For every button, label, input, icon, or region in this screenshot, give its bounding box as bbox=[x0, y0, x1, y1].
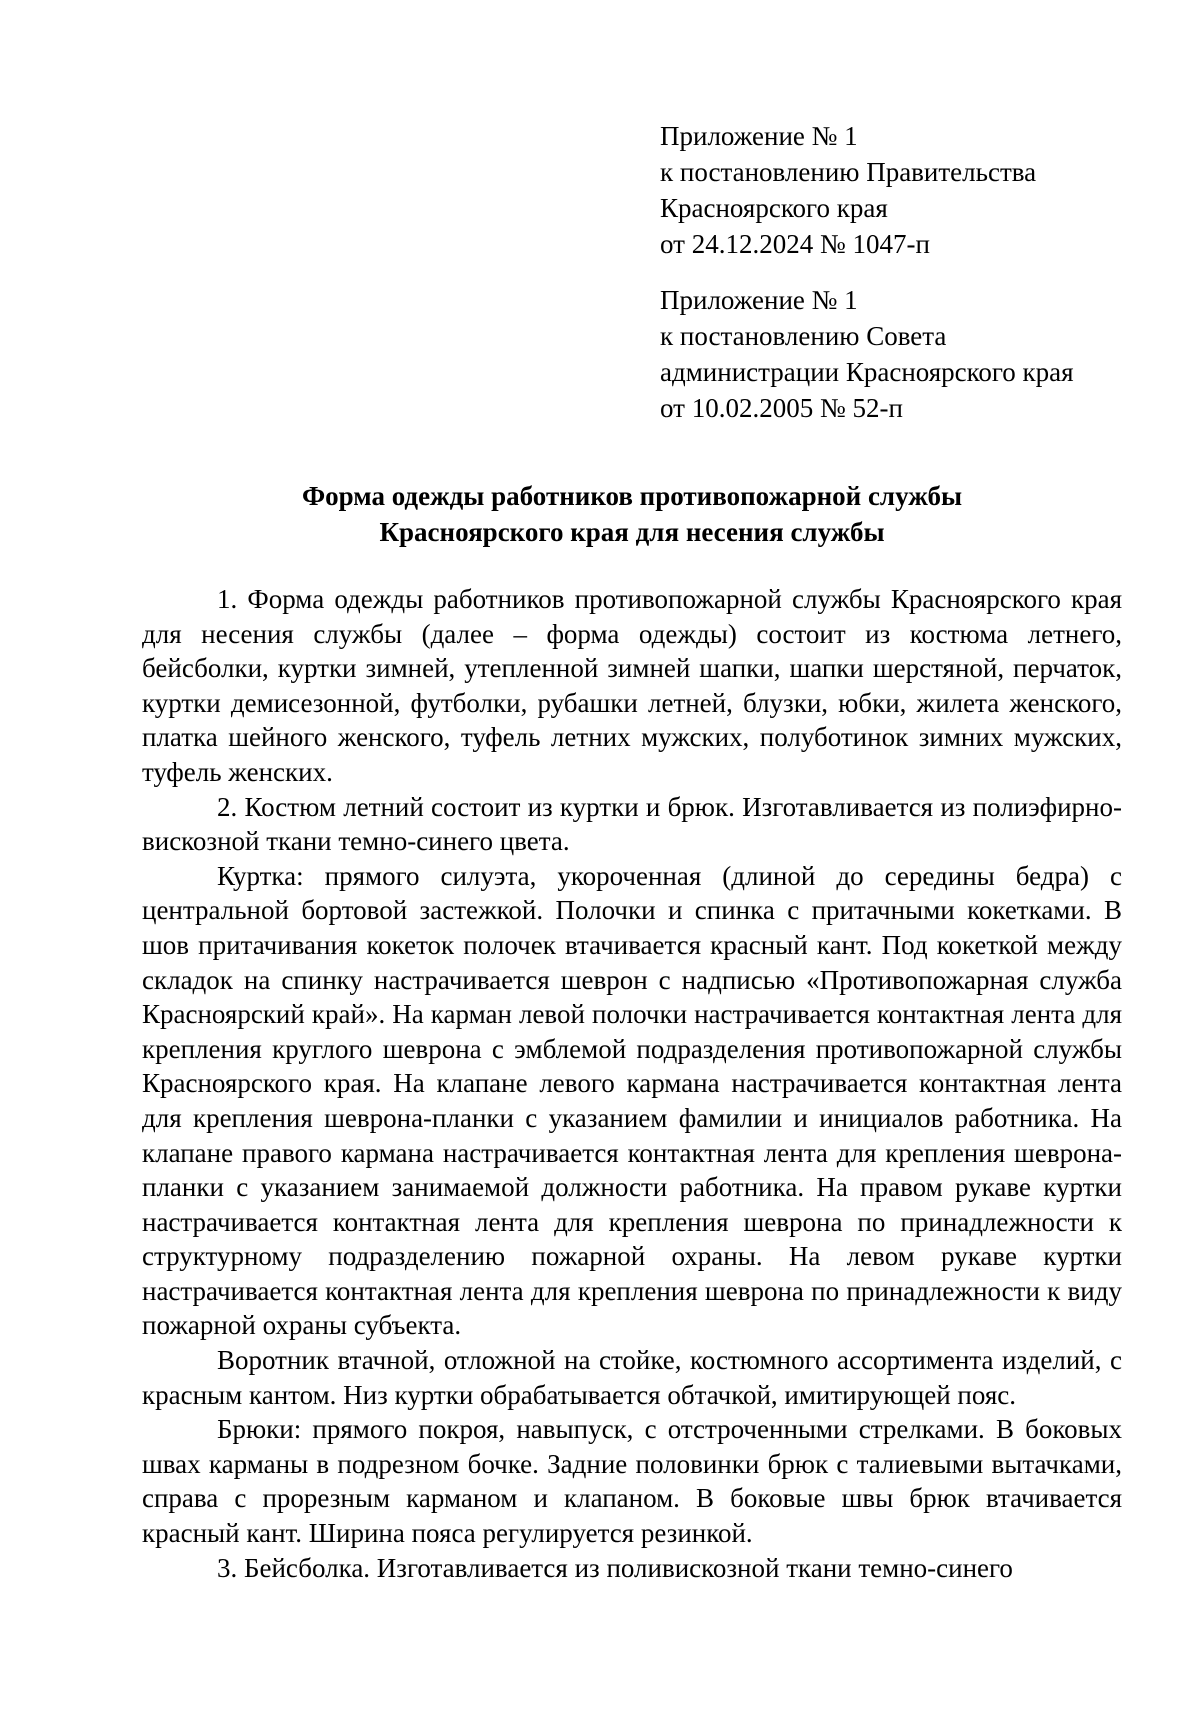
appendix-line: к постановлению Совета bbox=[660, 321, 947, 351]
paragraph: 2. Костюм летний состоит из куртки и брюк. Изготавливается из полиэфирно-вискозной ткани темно-синего цвета. bbox=[142, 791, 1122, 857]
paragraph: 3. Бейсболка. Изготавливается из поливискозной ткани темно-синего bbox=[217, 1552, 1013, 1583]
appendix-line: администрации Красноярского края bbox=[660, 357, 1074, 387]
appendix-header-current bbox=[660, 118, 1140, 262]
title-line: Красноярского края для несения службы bbox=[379, 517, 885, 547]
document-body bbox=[142, 582, 1122, 1585]
document-title bbox=[142, 478, 1122, 550]
appendix-line: Красноярского края bbox=[660, 193, 888, 223]
paragraph: 1. Форма одежды работников противопожарной службы Красноярского края для несения службы (далее – форма одежды) состоит из костюма летнего, бейсболки, куртки зимней, утепленной зимней шапки, шапки шерстяной, перчаток, куртки демисезонной, футболки, рубашки летней, блузки, юбки, жилета женского, платка шейного женского, туфель летних мужских, полуботинок зимних мужских, туфель женских. bbox=[142, 584, 1122, 787]
appendix-line: Приложение № 1 bbox=[660, 121, 858, 151]
paragraph: Брюки: прямого покроя, навыпуск, с отстроченными стрелками. В боковых швах карманы в подрезном бочке. Задние половинки брюк с талиевыми вытачками, справа с прорезным карманом и клапаном. В боковые швы брюк втачивается красный кант. Ширина пояса регулируется резинкой. bbox=[142, 1414, 1122, 1549]
title-line: Форма одежды работников противопожарной службы bbox=[301, 481, 963, 511]
appendix-line: от 10.02.2005 № 52-п bbox=[660, 393, 903, 423]
paragraph: Воротник втачной, отложной на стойке, костюмного ассортимента изделий, с красным кантом. Низ куртки обрабатывается обтачкой, имитирующей пояс. bbox=[142, 1345, 1122, 1410]
appendix-line: Приложение № 1 bbox=[660, 285, 858, 315]
appendix-header-original bbox=[660, 282, 1140, 426]
appendix-line: к постановлению Правительства bbox=[660, 157, 1037, 187]
appendix-line: от 24.12.2024 № 1047-п bbox=[660, 229, 930, 259]
paragraph: Куртка: прямого силуэта, укороченная (длиной до середины бедра) с центральной бортовой застежкой. Полочки и спинка с притачными кокетками. В шов притачивания кокеток полочек втачивается красный кант. Под кокеткой между складок на спинку настрачивается шеврон с надписью «Противопожарная служба Красноярский край». На карман левой полочки настрачивается контактная лента для крепления круглого шеврона с эмблемой подразделения противопожарной службы Красноярского края. На клапане левого кармана настрачивается контактная лента для крепления шеврона-планки с указанием фамилии и инициалов работника. На клапане правого кармана настрачивается контактная лента для крепления шеврона-планки с указанием занимаемой должности работника. На правом рукаве куртки настрачивается контактная лента для крепления шеврона по принадлежности к структурному подразделению пожарной охраны. На левом рукаве куртки настрачивается контактная лента для крепления шеврона по принадлежности к виду пожарной охраны субъекта. bbox=[142, 860, 1122, 1341]
